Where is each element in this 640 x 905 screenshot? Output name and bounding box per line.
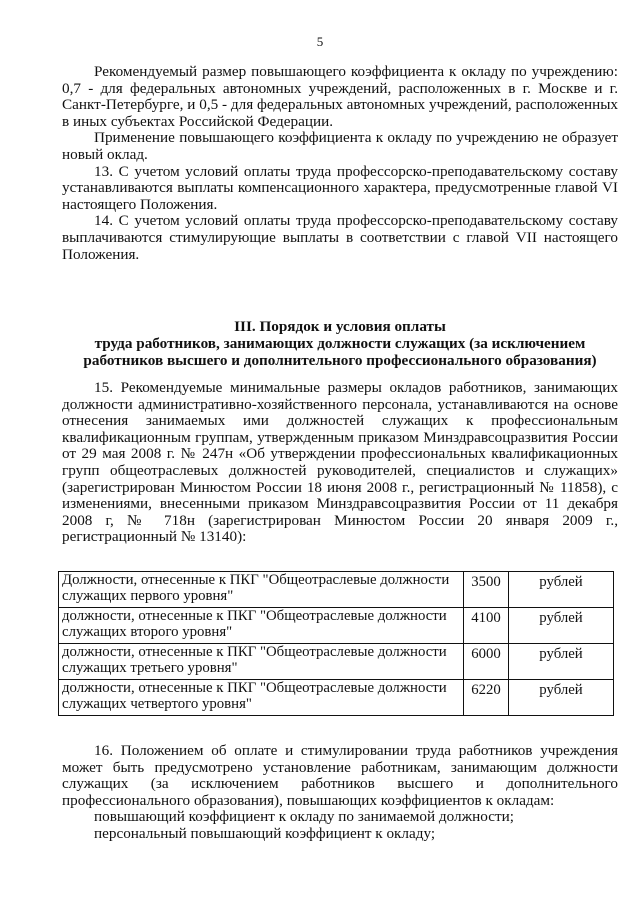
paragraph-14: 14. С учетом условий оплаты труда профессорско-преподавательскому составу выплачиваются стимулирующие выплаты в соответствии с главой VII настоящего Положения. xyxy=(62,212,618,263)
page-number: 5 xyxy=(316,34,324,49)
list-item: повышающий коэффициент к окладу по занимаемой должности; xyxy=(94,808,514,826)
amount-cell: 3500 xyxy=(464,572,509,608)
table-row xyxy=(59,608,614,644)
top-paragraphs xyxy=(62,64,618,263)
unit-cell: рублей xyxy=(509,572,614,608)
table-row xyxy=(59,644,614,680)
paragraph-13: 13. С учетом условий оплаты труда профессорско-преподавательскому составу устанавливаются выплаты компенсационного характера, предусмотренные главой VI настоящего Положения. xyxy=(62,162,618,213)
position-cell: должности, отнесенные к ПКГ "Общеотраслевые должности служащих третьего уровня" xyxy=(59,644,464,680)
unit-cell: рублей xyxy=(509,644,614,680)
amount-cell: 6000 xyxy=(464,644,509,680)
position-cell: Должности, отнесенные к ПКГ "Общеотраслевые должности служащих первого уровня" xyxy=(59,572,464,608)
position-cell: должности, отнесенные к ПКГ "Общеотраслевые должности служащих второго уровня" xyxy=(59,608,464,644)
paragraph-new-salary: Применение повышающего коэффициента к окладу по учреждению не образует новый оклад. xyxy=(62,129,618,163)
paragraph-15-block xyxy=(62,380,618,546)
position-cell: должности, отнесенные к ПКГ "Общеотраслевые должности служащих четвертого уровня" xyxy=(59,680,464,716)
amount-cell: 6220 xyxy=(464,680,509,716)
section-heading-line1: III. Порядок и условия оплаты xyxy=(234,318,446,335)
table-row xyxy=(59,572,614,608)
paragraph-16: 16. Положением об оплате и стимулировании труда работников учреждения может быть предусмотрено установление работникам, занимающим должности служащих (за исключением работников высшего и дополнительного профессионального образования), повышающих коэффициентов к окладам: xyxy=(62,742,618,809)
paragraph-16-block xyxy=(62,743,618,843)
section-heading xyxy=(62,318,618,369)
unit-cell: рублей xyxy=(509,608,614,644)
list-item: персональный повышающий коэффициент к окладу; xyxy=(94,824,436,842)
table-row xyxy=(59,680,614,716)
amount-cell: 4100 xyxy=(464,608,509,644)
salary-table xyxy=(58,571,614,716)
section-heading-line3: работников высшего и дополнительного профессионального образования) xyxy=(83,352,597,369)
unit-cell: рублей xyxy=(509,680,614,716)
section-heading-line2: труда работников, занимающих должности служащих (за исключением xyxy=(94,335,586,352)
paragraph-coefficient: Рекомендуемый размер повышающего коэффициента к окладу по учреждению: 0,7 - для федеральных автономных учреждений, расположенных в г. Москве и г. Санкт-Петербурге, и 0,5 - для федеральных автономных учреждений, расположенных в иных субъектах Российской Федерации. xyxy=(62,63,618,130)
paragraph-15: 15. Рекомендуемые минимальные размеры окладов работников, занимающих должности административно-хозяйственного персонала, устанавливаются на основе отнесения занимаемых ими должностей служащих к профессиональным квалификационным группам, утвержденным приказом Минздравсоцразвития России от 29 мая 2008 г. № 247н «Об утверждении профессиональных квалификационных групп общеотраслевых должностей руководителей, специалистов и служащих» (зарегистрирован Минюстом России 18 июня 2008 г., регистрационный № 11858), с изменениями, внесенными приказом Минздравсоцразвития России от 11 декабря 2008 г, № 718н (зарегистрирован Минюстом России 20 января 2009 г., регистрационный № 13140): xyxy=(62,379,618,546)
